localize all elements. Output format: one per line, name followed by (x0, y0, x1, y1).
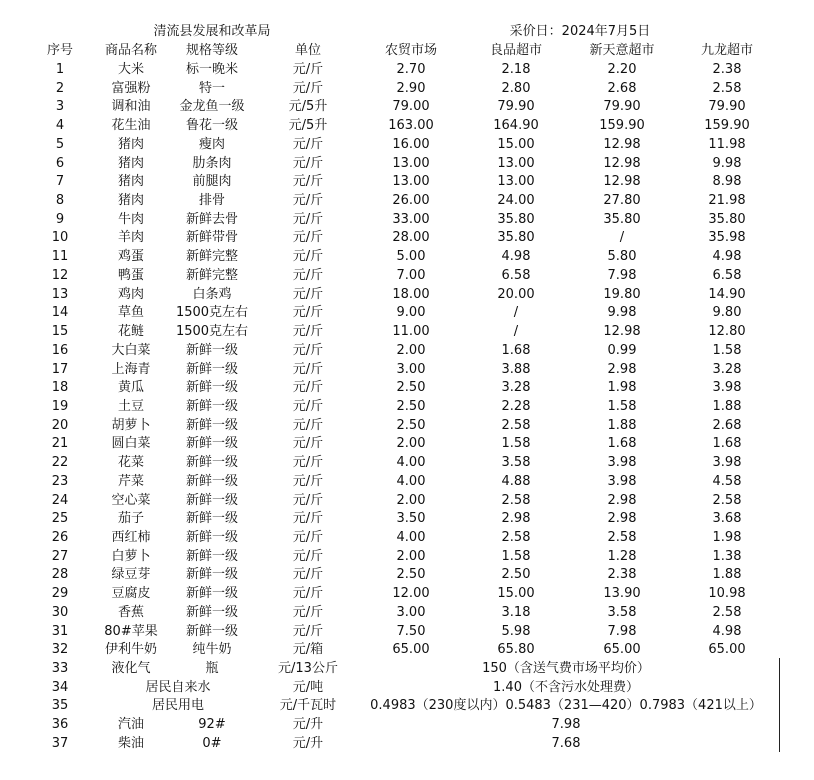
row-price-market2: 2.18 (501, 62, 531, 77)
row-index: 27 (51, 549, 69, 564)
row-price-market4: 3.98 (712, 380, 742, 395)
row-price-market4: 4.98 (712, 249, 742, 264)
row-index: 18 (51, 380, 69, 395)
row-grade: 纯牛奶 (192, 642, 232, 657)
row-grade: 新鲜完整 (185, 249, 239, 264)
row-index: 35 (51, 698, 69, 713)
row-grade: 新鲜一级 (185, 605, 239, 620)
row-index: 5 (55, 137, 65, 152)
survey-date: 采价日：2024年7月5日 (509, 24, 651, 39)
row-price-market3: 7.98 (607, 268, 637, 283)
row-index: 20 (51, 418, 69, 433)
row-price-market1: 12.00 (392, 586, 430, 601)
row-price-market4: 35.80 (708, 212, 746, 227)
row-unit: 元/斤 (292, 380, 324, 395)
row-price-market3: / (619, 230, 625, 245)
row-price-market2: 2.58 (501, 493, 531, 508)
row-grade: 标一晚米 (185, 62, 239, 77)
row-index: 12 (51, 268, 69, 283)
row-price-market3: 3.98 (607, 474, 637, 489)
row-price-market2: 6.58 (501, 268, 531, 283)
row-price-market1: 2.50 (396, 567, 426, 582)
row-grade: 新鲜一级 (185, 493, 239, 508)
row-price-market2: 1.68 (501, 343, 531, 358)
row-price-market2: 2.28 (501, 399, 531, 414)
row-unit: 元/13公斤 (278, 661, 338, 676)
row-name: 调和油 (111, 99, 151, 114)
row-unit: 元/斤 (292, 399, 324, 414)
row-price-market1: 3.00 (396, 362, 426, 377)
row-name: 80#苹果 (104, 624, 158, 639)
row-price-market4: 9.80 (712, 305, 742, 320)
row-price-market1: 4.00 (396, 474, 426, 489)
row-price-market3: 2.98 (607, 511, 637, 526)
header-unit: 单位 (294, 43, 322, 58)
row-unit: 元/斤 (292, 62, 324, 77)
row-grade: 排骨 (198, 193, 226, 208)
row-price-market2: 164.90 (493, 118, 539, 133)
row-name: 羊肉 (117, 230, 145, 245)
row-name: 上海青 (111, 362, 151, 377)
row-unit: 元/升 (292, 717, 324, 732)
row-merged-value: 150（含送气费市场平均价） (482, 661, 650, 676)
row-grade: 新鲜一级 (185, 418, 239, 433)
row-index: 28 (51, 567, 69, 582)
row-price-market1: 13.00 (392, 174, 430, 189)
row-unit: 元/斤 (292, 287, 324, 302)
header-market2: 良品超市 (489, 43, 543, 58)
row-price-market1: 33.00 (392, 212, 430, 227)
row-name: 居民用电 (151, 698, 205, 713)
row-unit: 元/斤 (292, 268, 324, 283)
row-price-market3: 2.38 (607, 567, 637, 582)
row-price-market3: 1.68 (607, 436, 637, 451)
row-price-market3: 159.90 (599, 118, 645, 133)
row-name: 鸡蛋 (117, 249, 145, 264)
row-price-market1: 2.50 (396, 399, 426, 414)
row-grade: 新鲜一级 (185, 399, 239, 414)
row-unit: 元/斤 (292, 586, 324, 601)
row-unit: 元/斤 (292, 81, 324, 96)
row-price-market3: 65.00 (603, 642, 641, 657)
row-price-market3: 12.98 (603, 156, 641, 171)
row-price-market1: 11.00 (392, 324, 430, 339)
row-name: 豆腐皮 (111, 586, 151, 601)
row-price-market4: 21.98 (708, 193, 746, 208)
row-price-market1: 2.00 (396, 343, 426, 358)
row-price-market2: / (513, 324, 519, 339)
row-price-market2: 3.58 (501, 455, 531, 470)
row-price-market4: 10.98 (708, 586, 746, 601)
row-price-market2: 5.98 (501, 624, 531, 639)
row-price-market1: 13.00 (392, 156, 430, 171)
row-merged-value: 1.40（不含污水处理费） (493, 680, 639, 695)
row-unit: 元/斤 (292, 156, 324, 171)
row-name: 空心菜 (111, 493, 151, 508)
row-unit: 元/斤 (292, 362, 324, 377)
row-price-market1: 2.50 (396, 418, 426, 433)
row-index: 29 (51, 586, 69, 601)
row-price-market3: 3.58 (607, 605, 637, 620)
row-grade: 新鲜一级 (185, 436, 239, 451)
row-price-market2: 4.88 (501, 474, 531, 489)
row-grade: 新鲜一级 (185, 362, 239, 377)
row-price-market3: 13.90 (603, 586, 641, 601)
row-price-market3: 12.98 (603, 137, 641, 152)
row-price-market1: 7.00 (396, 268, 426, 283)
row-unit: 元/斤 (292, 436, 324, 451)
row-index: 32 (51, 642, 69, 657)
row-price-market1: 18.00 (392, 287, 430, 302)
row-index: 7 (55, 174, 65, 189)
row-index: 10 (51, 230, 69, 245)
row-index: 26 (51, 530, 69, 545)
row-price-market2: 2.98 (501, 511, 531, 526)
header-market1: 农贸市场 (384, 43, 438, 58)
row-price-market1: 65.00 (392, 642, 430, 657)
row-price-market1: 163.00 (388, 118, 434, 133)
row-price-market3: 2.20 (607, 62, 637, 77)
row-name: 猪肉 (117, 137, 145, 152)
row-grade: 1500克左右 (175, 305, 249, 320)
row-price-market4: 4.58 (712, 474, 742, 489)
row-price-market4: 11.98 (708, 137, 746, 152)
row-grade: 新鲜一级 (185, 511, 239, 526)
row-name: 伊利牛奶 (104, 642, 158, 657)
row-price-market4: 6.58 (712, 268, 742, 283)
row-unit: 元/箱 (292, 642, 324, 657)
row-price-market2: 3.88 (501, 362, 531, 377)
row-price-market2: 13.00 (497, 174, 535, 189)
row-price-market3: 12.98 (603, 174, 641, 189)
row-price-market2: 2.58 (501, 530, 531, 545)
row-index: 19 (51, 399, 69, 414)
row-price-market1: 9.00 (396, 305, 426, 320)
row-price-market3: 3.98 (607, 455, 637, 470)
row-price-market4: 3.28 (712, 362, 742, 377)
row-price-market2: 2.80 (501, 81, 531, 96)
row-grade: 瓶 (205, 661, 219, 676)
row-price-market1: 4.00 (396, 455, 426, 470)
row-index: 6 (55, 156, 65, 171)
row-price-market2: 15.00 (497, 586, 535, 601)
row-grade: 肋条肉 (192, 156, 232, 171)
row-name: 香蕉 (117, 605, 145, 620)
row-name: 牛肉 (117, 212, 145, 227)
row-unit: 元/斤 (292, 324, 324, 339)
row-price-market4: 65.00 (708, 642, 746, 657)
row-price-market3: 2.58 (607, 530, 637, 545)
row-unit: 元/斤 (292, 305, 324, 320)
row-name: 白萝卜 (111, 549, 151, 564)
row-price-market3: 35.80 (603, 212, 641, 227)
row-name: 花菜 (117, 455, 145, 470)
row-index: 37 (51, 736, 69, 751)
row-price-market3: 27.80 (603, 193, 641, 208)
row-price-market4: 2.58 (712, 605, 742, 620)
row-price-market1: 16.00 (392, 137, 430, 152)
row-grade: 新鲜一级 (185, 343, 239, 358)
row-name: 花鲢 (117, 324, 145, 339)
header-index: 序号 (46, 43, 74, 58)
row-grade: 白条鸡 (192, 287, 232, 302)
row-price-market2: 65.80 (497, 642, 535, 657)
row-index: 16 (51, 343, 69, 358)
row-name: 鸡肉 (117, 287, 145, 302)
row-unit: 元/斤 (292, 230, 324, 245)
row-grade: 新鲜一级 (185, 567, 239, 582)
header-grade: 规格等级 (185, 43, 239, 58)
row-price-market2: 35.80 (497, 212, 535, 227)
row-price-market1: 3.00 (396, 605, 426, 620)
row-grade: 新鲜一级 (185, 474, 239, 489)
row-name: 汽油 (117, 717, 145, 732)
row-grade: 鲁花一级 (185, 118, 239, 133)
row-grade: 0# (202, 736, 222, 751)
row-price-market2: 24.00 (497, 193, 535, 208)
row-unit: 元/斤 (292, 193, 324, 208)
row-grade: 1500克左右 (175, 324, 249, 339)
row-index: 23 (51, 474, 69, 489)
row-index: 3 (55, 99, 65, 114)
row-price-market1: 5.00 (396, 249, 426, 264)
row-price-market4: 8.98 (712, 174, 742, 189)
row-name: 绿豆芽 (111, 567, 151, 582)
row-price-market1: 2.90 (396, 81, 426, 96)
row-unit: 元/升 (292, 736, 324, 751)
row-name: 西红柿 (111, 530, 151, 545)
row-price-market2: 4.98 (501, 249, 531, 264)
row-index: 25 (51, 511, 69, 526)
row-index: 4 (55, 118, 65, 133)
row-price-market2: 35.80 (497, 230, 535, 245)
row-price-market3: 2.68 (607, 81, 637, 96)
row-price-market1: 2.00 (396, 436, 426, 451)
row-price-market3: 1.28 (607, 549, 637, 564)
row-name: 土豆 (117, 399, 145, 414)
row-index: 11 (51, 249, 69, 264)
row-price-market2: 3.28 (501, 380, 531, 395)
row-unit: 元/斤 (292, 455, 324, 470)
row-price-market2: 3.18 (501, 605, 531, 620)
row-grade: 新鲜完整 (185, 268, 239, 283)
row-name: 草鱼 (117, 305, 145, 320)
row-price-market3: 1.58 (607, 399, 637, 414)
row-price-market2: 13.00 (497, 156, 535, 171)
table-border-line (779, 658, 780, 752)
header-market3: 新天意超市 (589, 43, 655, 58)
row-grade: 新鲜去骨 (185, 212, 239, 227)
row-price-market1: 7.50 (396, 624, 426, 639)
row-price-market2: 20.00 (497, 287, 535, 302)
row-unit: 元/斤 (292, 605, 324, 620)
row-price-market4: 2.58 (712, 493, 742, 508)
row-name: 芹菜 (117, 474, 145, 489)
row-unit: 元/斤 (292, 343, 324, 358)
row-price-market4: 2.38 (712, 62, 742, 77)
row-index: 21 (51, 436, 69, 451)
row-name: 花生油 (111, 118, 151, 133)
row-name: 鸭蛋 (117, 268, 145, 283)
row-index: 34 (51, 680, 69, 695)
row-grade: 新鲜一级 (185, 586, 239, 601)
row-name: 柴油 (117, 736, 145, 751)
row-index: 24 (51, 493, 69, 508)
row-merged-value: 7.68 (551, 736, 581, 751)
row-price-market1: 2.50 (396, 380, 426, 395)
row-price-market4: 12.80 (708, 324, 746, 339)
row-price-market2: 79.90 (497, 99, 535, 114)
row-price-market3: 1.98 (607, 380, 637, 395)
row-merged-value: 7.98 (551, 717, 581, 732)
row-grade: 新鲜一级 (185, 380, 239, 395)
row-unit: 元/斤 (292, 174, 324, 189)
row-price-market4: 9.98 (712, 156, 742, 171)
header-name: 商品名称 (104, 43, 158, 58)
row-price-market2: 15.00 (497, 137, 535, 152)
row-price-market2: / (513, 305, 519, 320)
row-price-market1: 2.00 (396, 549, 426, 564)
row-index: 22 (51, 455, 69, 470)
row-unit: 元/斤 (292, 624, 324, 639)
row-price-market4: 3.68 (712, 511, 742, 526)
row-price-market4: 4.98 (712, 624, 742, 639)
row-price-market3: 1.88 (607, 418, 637, 433)
row-index: 30 (51, 605, 69, 620)
row-name: 圆白菜 (111, 436, 151, 451)
row-grade: 特一 (198, 81, 226, 96)
row-name: 大白菜 (111, 343, 151, 358)
row-name: 大米 (117, 62, 145, 77)
row-grade: 瘦肉 (198, 137, 226, 152)
row-price-market4: 1.88 (712, 399, 742, 414)
row-merged-value: 0.4983（230度以内）0.5483（231—420）0.7983（421以上） (370, 698, 762, 713)
row-price-market1: 2.70 (396, 62, 426, 77)
row-unit: 元/5升 (288, 99, 328, 114)
row-name: 黄瓜 (117, 380, 145, 395)
row-index: 33 (51, 661, 69, 676)
row-index: 15 (51, 324, 69, 339)
row-index: 31 (51, 624, 69, 639)
row-price-market4: 35.98 (708, 230, 746, 245)
row-price-market1: 3.50 (396, 511, 426, 526)
row-unit: 元/斤 (292, 549, 324, 564)
row-price-market1: 28.00 (392, 230, 430, 245)
row-grade: 金龙鱼一级 (179, 99, 245, 114)
row-name: 胡萝卜 (111, 418, 151, 433)
row-price-market4: 1.98 (712, 530, 742, 545)
row-unit: 元/斤 (292, 474, 324, 489)
row-price-market2: 1.58 (501, 549, 531, 564)
row-price-market1: 79.00 (392, 99, 430, 114)
row-price-market4: 1.88 (712, 567, 742, 582)
row-price-market4: 2.58 (712, 81, 742, 96)
row-grade: 92# (198, 717, 226, 732)
row-price-market3: 7.98 (607, 624, 637, 639)
row-price-market2: 2.58 (501, 418, 531, 433)
row-index: 8 (55, 193, 65, 208)
row-unit: 元/斤 (292, 212, 324, 227)
row-unit: 元/斤 (292, 511, 324, 526)
row-price-market3: 19.80 (603, 287, 641, 302)
row-index: 2 (55, 81, 65, 96)
row-unit: 元/5升 (288, 118, 328, 133)
row-price-market4: 1.38 (712, 549, 742, 564)
row-name: 茄子 (117, 511, 145, 526)
row-price-market1: 2.00 (396, 493, 426, 508)
row-price-market1: 4.00 (396, 530, 426, 545)
row-price-market2: 2.50 (501, 567, 531, 582)
row-name: 猪肉 (117, 193, 145, 208)
row-name: 液化气 (111, 661, 151, 676)
row-price-market2: 1.58 (501, 436, 531, 451)
row-grade: 新鲜一级 (185, 455, 239, 470)
row-unit: 元/斤 (292, 137, 324, 152)
row-unit: 元/斤 (292, 249, 324, 264)
row-price-market4: 3.98 (712, 455, 742, 470)
row-index: 36 (51, 717, 69, 732)
row-price-market1: 26.00 (392, 193, 430, 208)
row-index: 9 (55, 212, 65, 227)
row-price-market3: 12.98 (603, 324, 641, 339)
row-unit: 元/斤 (292, 567, 324, 582)
row-unit: 元/斤 (292, 530, 324, 545)
row-price-market3: 2.98 (607, 362, 637, 377)
row-index: 1 (55, 62, 65, 77)
row-price-market4: 1.68 (712, 436, 742, 451)
row-grade: 新鲜一级 (185, 549, 239, 564)
row-price-market4: 79.90 (708, 99, 746, 114)
row-unit: 元/千瓦时 (279, 698, 337, 713)
row-index: 14 (51, 305, 69, 320)
row-unit: 元/斤 (292, 418, 324, 433)
row-price-market3: 79.90 (603, 99, 641, 114)
row-price-market4: 2.68 (712, 418, 742, 433)
row-price-market4: 159.90 (704, 118, 750, 133)
row-price-market4: 14.90 (708, 287, 746, 302)
row-price-market3: 0.99 (607, 343, 637, 358)
row-name: 猪肉 (117, 156, 145, 171)
header-market4: 九龙超市 (700, 43, 754, 58)
row-grade: 新鲜一级 (185, 530, 239, 545)
row-name: 猪肉 (117, 174, 145, 189)
row-price-market3: 2.98 (607, 493, 637, 508)
row-grade: 新鲜带骨 (185, 230, 239, 245)
row-unit: 元/斤 (292, 493, 324, 508)
row-name: 居民自来水 (145, 680, 211, 695)
agency-title: 清流县发展和改革局 (153, 24, 271, 39)
row-name: 富强粉 (111, 81, 151, 96)
row-price-market3: 5.80 (607, 249, 637, 264)
row-grade: 新鲜一级 (185, 624, 239, 639)
row-price-market3: 9.98 (607, 305, 637, 320)
row-unit: 元/吨 (292, 680, 324, 695)
row-index: 17 (51, 362, 69, 377)
row-grade: 前腿肉 (192, 174, 232, 189)
row-price-market4: 1.58 (712, 343, 742, 358)
row-index: 13 (51, 287, 69, 302)
